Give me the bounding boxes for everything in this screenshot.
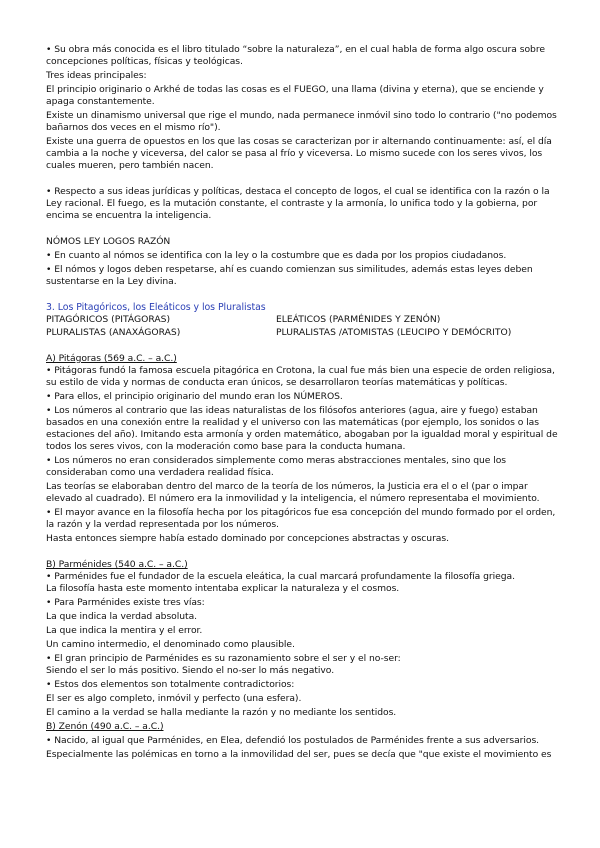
paragraph-pitagoras-4: • Los números no eran considerados simplemente como meras abstracciones mentales, sino que los consideraban como una verdadera realidad física.: [46, 455, 507, 478]
paragraph-pitagoras-3: • Los números al contrario que las ideas naturalistas de los filósofos anteriores (agua, aire y fuego) estaban basados en una conexión entre la realidad y el universo con las matemáticas (por ejemplo, los sonidos o las estaciones del año). Imitando esta armonía y orden matemático, abogaban por la igualdad moral y espiritual de todos los seres vivos, con la moderación como base para la conducta humana.: [46, 405, 558, 452]
paragraph-parmenides-6: Un camino intermedio, el denominado como plausible.: [46, 639, 295, 650]
school-atomistas: PLURALISTAS /ATOMISTAS (LEUCIPO Y DEMÓCRITO): [276, 327, 512, 338]
paragraph-nomos-title: NÓMOS LEY LOGOS RAZÓN: [46, 236, 171, 247]
paragraph-arkhe: El principio originario o Arkhé de todas las cosas es el FUEGO, una llama (divina y eterna), que se enciende y apaga constantemente.: [46, 84, 544, 107]
paragraph-tres-ideas: Tres ideas principales:: [46, 70, 147, 81]
paragraph-pitagoras-7: Hasta entonces siempre había estado dominado por concepciones abstractas y oscuras.: [46, 533, 449, 544]
paragraph-zenon-2: Especialmente las polémicas en torno a la inmovilidad del ser, pues se decía que "que existe el movimiento es: [46, 749, 552, 760]
paragraph-parmenides-4: La que indica la verdad absoluta.: [46, 611, 198, 622]
school-eleaticos: ELEÁTICOS (PARMÉNIDES Y ZENÓN): [276, 314, 441, 325]
school-pitagoricos: PITAGÓRICOS (PITÁGORAS): [46, 314, 171, 325]
section-title: 3. Los Pitagóricos, los Eleáticos y los Pluralistas: [46, 302, 266, 313]
paragraph-pitagoras-6: • El mayor avance en la filosofía hecha por los pitagóricos fue esa concepción del mundo formado por el orden, la razón y la verdad representada por los números.: [46, 507, 556, 530]
paragraph-pitagoras-2: • Para ellos, el principio originario del mundo eran los NÚMEROS.: [46, 391, 343, 402]
paragraph-parmenides-3: • Para Parménides existe tres vías:: [46, 597, 205, 608]
subheading-pitagoras: A) Pitágoras (569 a.C. – a.C.): [46, 353, 177, 364]
paragraph-parmenides-5: La que indica la mentira y el error.: [46, 625, 203, 636]
paragraph-parmenides-8: Siendo el ser lo más positivo. Siendo el no-ser lo más negativo.: [46, 665, 335, 676]
paragraph-parmenides-10: El ser es algo completo, inmóvil y perfecto (una esfera).: [46, 693, 302, 704]
paragraph-obra: • Su obra más conocida es el libro titulado “sobre la naturaleza”, en el cual habla de forma algo oscura sobre concepciones políticas, físicas y teológicas.: [46, 44, 545, 67]
paragraph-parmenides-1: • Parménides fue el fundador de la escuela eleática, la cual marcará profundamente la filosofía griega.: [46, 571, 515, 582]
paragraph-nomos-logos: • El nómos y logos deben respetarse, ahí es cuando comienzan sus similitudes, además estas leyes deben sustentarse en la Ley divina.: [46, 264, 533, 287]
paragraph-parmenides-11: El camino a la verdad se halla mediante la razón y no mediante los sentidos.: [46, 707, 397, 718]
paragraph-pitagoras-5: Las teorías se elaboraban dentro del marco de la teoría de los números, la Justicia era el o el (par o impar elevado al cuadrado). El número era la inmovilidad y la inteligencia, el número representaba el movimiento.: [46, 481, 540, 504]
subheading-parmenides: B) Parménides (540 a.C. – a.C.): [46, 559, 188, 570]
subheading-zenon: B) Zenón (490 a.C. – a.C.): [46, 721, 164, 732]
schools-row-1: [46, 314, 558, 326]
document-page: [46, 44, 558, 761]
paragraph-pitagoras-1: • Pitágoras fundó la famosa escuela pitagórica en Crotona, la cual fue más bien una especie de orden religiosa, su estilo de vida y normas de conducta eran únicos, se desarrollaron teorías matemáticas y políticas.: [46, 365, 555, 388]
paragraph-parmenides-9: • Estos dos elementos son totalmente contradictorios:: [46, 679, 295, 690]
paragraph-parmenides-2: La filosofía hasta este momento intentaba explicar la naturaleza y el cosmos.: [46, 583, 400, 594]
schools-row-2: [46, 327, 558, 339]
paragraph-opuestos: Existe una guerra de opuestos en los que las cosas se caracterizan por ir alternando continuamente: así, el día cambia a la noche y viceversa, del calor se pasa al frío y viceversa. Lo mismo sucede con los seres vivos, los cuales mueren, pero también nacen.: [46, 136, 552, 171]
paragraph-nomos: • En cuanto al nómos se identifica con la ley o la costumbre que es dada por los propios ciudadanos.: [46, 250, 507, 261]
school-pluralistas: PLURALISTAS (ANAXÁGORAS): [46, 327, 181, 338]
paragraph-logos: • Respecto a sus ideas jurídicas y políticas, destaca el concepto de logos, el cual se identifica con la razón o la Ley racional. El fuego, es la mutación constante, el contraste y la armonía, lo unifica todo y la gobierna, por encima se encuentra la inteligencia.: [46, 186, 550, 221]
paragraph-dinamismo: Existe un dinamismo universal que rige el mundo, nada permanece inmóvil sino todo lo contrario ("no podemos bañarnos dos veces en el mismo río").: [46, 110, 557, 133]
paragraph-parmenides-7: • El gran principio de Parménides es su razonamiento sobre el ser y el no-ser:: [46, 653, 401, 664]
paragraph-zenon-1: • Nacido, al igual que Parménides, en Elea, defendió los postulados de Parménides frente a sus adversarios.: [46, 735, 540, 746]
